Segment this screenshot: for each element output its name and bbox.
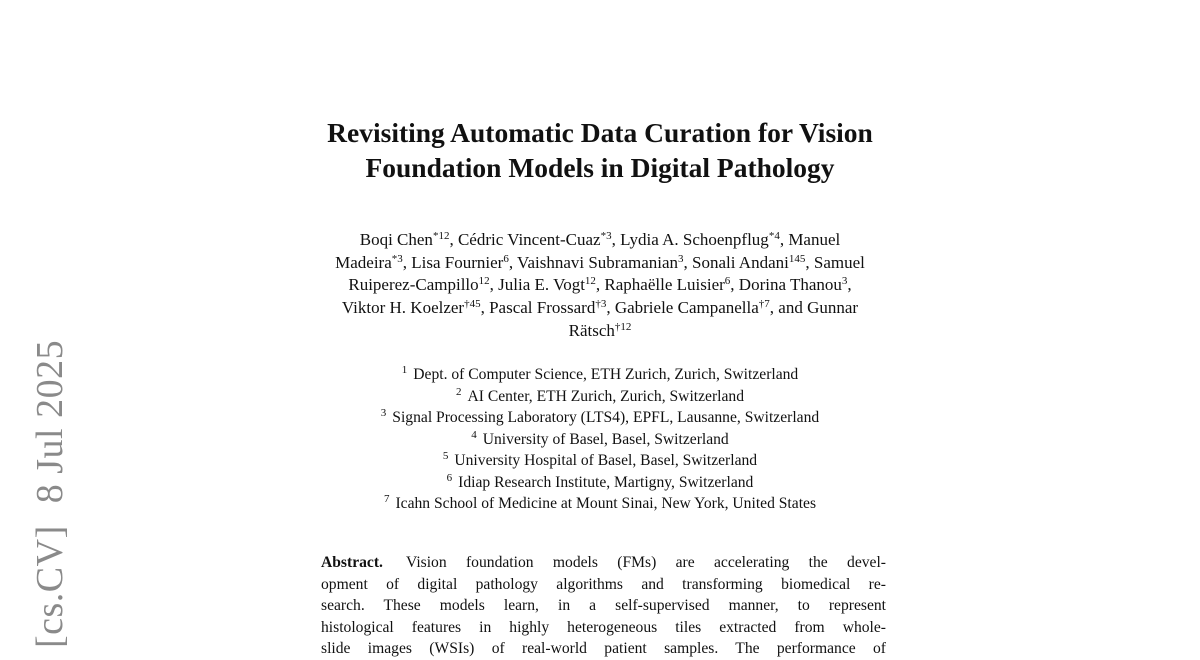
title-line: Revisiting Automatic Data Curation for Vision <box>327 117 873 148</box>
affiliation-text: University Hospital of Basel, Basel, Switzerland <box>454 452 758 469</box>
author-name: Raphaëlle Luisier <box>604 275 725 295</box>
affiliation-text: Signal Processing Laboratory (LTS4), EPFL, Lausanne, Switzerland <box>392 409 820 426</box>
abstract-line <box>321 617 886 639</box>
affiliation-number: 1 <box>401 364 408 376</box>
author-affiliation-marker: †45 <box>464 298 481 311</box>
author-name: Madeira <box>335 252 392 272</box>
affiliation-item <box>0 407 1200 429</box>
author-name: Vaishnavi Subramanian <box>517 252 679 272</box>
affiliation-text: Idiap Research Institute, Martigny, Switzerland <box>458 473 754 491</box>
abstract <box>321 552 886 660</box>
author-affiliation-marker: 12 <box>584 275 596 288</box>
author-line <box>0 297 1200 320</box>
author-name: Viktor H. Koelzer <box>341 298 465 318</box>
abstract-line <box>321 595 886 617</box>
affiliation-item <box>0 472 1200 494</box>
author-affiliation-marker: 6 <box>724 275 731 288</box>
author-affiliation-marker: 3 <box>841 275 848 288</box>
affiliation-number: 2 <box>455 385 462 398</box>
author-affiliation-marker: †12 <box>614 320 632 333</box>
author-separator: , <box>449 230 458 249</box>
author-name: Cédric Vincent-Cuaz <box>457 230 601 249</box>
author-separator: , <box>480 298 490 318</box>
affiliation-text: Icahn School of Medicine at Mount Sinai, New York, United States <box>395 495 817 512</box>
author-separator: , and Gunnar <box>769 298 859 318</box>
author-name: Lydia A. Schoenpflug <box>620 230 769 249</box>
author-line <box>0 274 1200 297</box>
affiliation-number: 3 <box>380 407 387 419</box>
affiliation-item <box>0 493 1200 515</box>
author-name: Pascal Frossard <box>489 298 596 318</box>
paper-title <box>0 115 1200 185</box>
author-separator: , <box>730 275 739 295</box>
author-affiliation-marker: 12 <box>478 275 490 288</box>
abstract-line <box>321 574 886 596</box>
author-name: Sonali Andani <box>692 252 789 272</box>
author-line <box>0 229 1200 252</box>
author-list <box>0 229 1200 343</box>
author-separator: , <box>402 252 412 272</box>
abstract-text: slide images (WSIs) of real-world patient samples. The performance of <box>321 640 886 657</box>
author-separator: , <box>611 230 621 249</box>
author-separator: , <box>606 298 615 318</box>
abstract-text: opment of digital pathology algorithms and transforming biomedical re- <box>321 575 886 593</box>
affiliation-text: Dept. of Computer Science, ETH Zurich, Zurich, Switzerland <box>413 366 799 383</box>
affiliation-text: University of Basel, Basel, Switzerland <box>482 430 729 448</box>
author-name: Boqi Chen <box>359 230 433 249</box>
author-affiliation-marker: *3 <box>600 230 612 242</box>
author-name: Lisa Fournier <box>411 252 504 272</box>
affiliation-item <box>0 450 1200 472</box>
author-separator: , <box>847 275 852 295</box>
abstract-text: histological features in highly heterogeneous tiles extracted from whole- <box>321 618 886 636</box>
author-name: Manuel <box>788 230 841 249</box>
affiliation-item <box>0 429 1200 451</box>
affiliation-list <box>0 364 1200 515</box>
abstract-heading: Abstract. <box>321 554 383 571</box>
author-name: Julia E. Vogt <box>498 275 585 295</box>
affiliation-item <box>0 386 1200 408</box>
author-affiliation-marker: *12 <box>432 230 450 242</box>
abstract-text: Vision foundation models (FMs) are accelerating the devel- <box>406 554 886 571</box>
affiliation-item <box>0 364 1200 386</box>
author-separator: , <box>489 275 499 295</box>
arxiv-date: 8 Jul 2025 <box>29 339 71 504</box>
author-affiliation-marker: *4 <box>768 230 780 242</box>
author-separator: , <box>779 230 789 249</box>
affiliation-text: AI Center, ETH Zurich, Zurich, Switzerland <box>467 387 744 405</box>
author-affiliation-marker: †3 <box>595 298 607 311</box>
author-affiliation-marker: 6 <box>503 252 509 265</box>
author-affiliation-marker: 145 <box>788 252 806 265</box>
author-separator: , <box>508 252 518 272</box>
author-name: Gabriele Campanella <box>614 298 759 318</box>
affiliation-number: 4 <box>471 428 477 441</box>
author-affiliation-marker: *3 <box>391 252 403 265</box>
abstract-line <box>321 552 886 574</box>
author-name: Dorina Thanou <box>738 275 842 295</box>
author-name: Rätsch <box>568 320 615 340</box>
abstract-text: search. These models learn, in a self-supervised manner, to represent <box>321 597 886 614</box>
author-name: Ruiperez-Campillo <box>348 275 479 295</box>
author-line <box>0 320 1200 343</box>
affiliation-number: 7 <box>383 493 390 505</box>
affiliation-number: 6 <box>446 471 453 484</box>
abstract-line <box>321 638 886 660</box>
author-affiliation-marker: 3 <box>678 252 684 265</box>
author-separator: , <box>805 252 814 272</box>
author-name: Samuel <box>813 252 865 272</box>
author-affiliation-marker: †7 <box>758 298 770 311</box>
author-separator: , <box>683 252 693 272</box>
author-separator: , <box>595 275 605 295</box>
affiliation-number: 5 <box>442 450 449 462</box>
arxiv-category: [cs.CV] <box>29 525 71 648</box>
author-line <box>0 252 1200 275</box>
title-line: Foundation Models in Digital Pathology <box>365 152 835 183</box>
